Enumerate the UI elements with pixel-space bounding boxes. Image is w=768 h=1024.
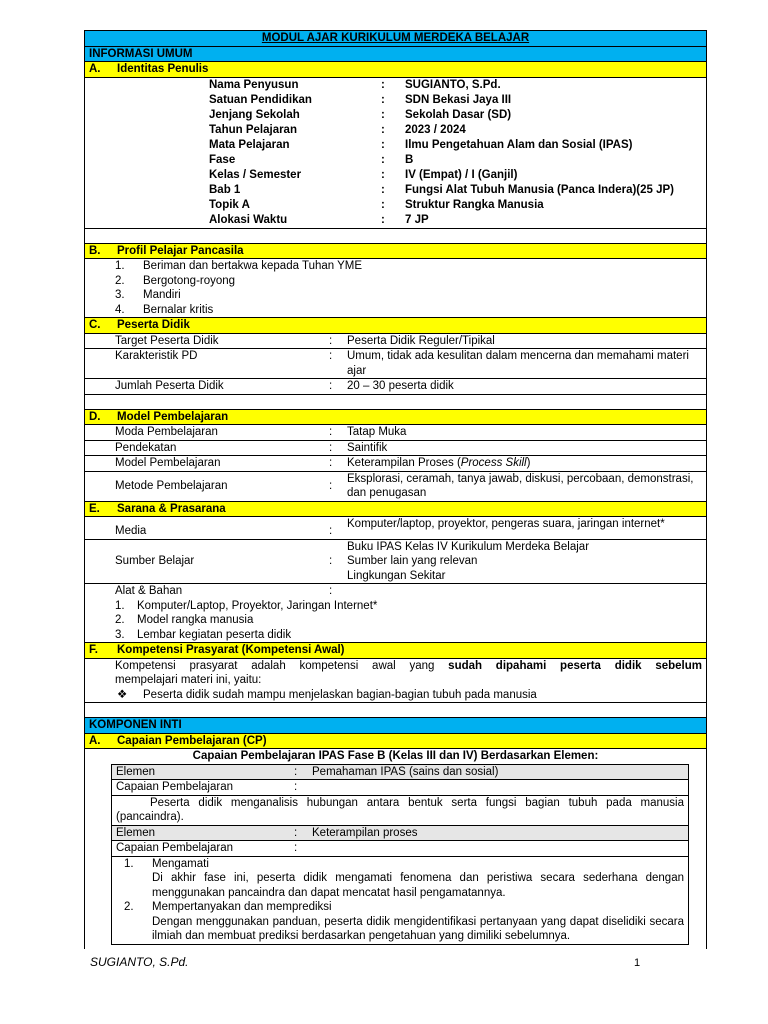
table-cell (85, 379, 707, 395)
section-e-header (85, 501, 707, 517)
table-cell (85, 349, 707, 379)
table-row (85, 425, 707, 441)
list-item (89, 288, 702, 303)
table-row (85, 333, 707, 349)
row-value: 20 – 30 peserta didik (347, 380, 454, 392)
identitas-value: 2023 / 2024 (405, 123, 466, 136)
step-title-row (120, 857, 684, 872)
row-colon: : (381, 93, 385, 106)
identitas-value: IV (Empat) / I (Ganjil) (405, 168, 518, 181)
identitas-label: Alokasi Waktu (209, 213, 288, 226)
kompetensi-bold-text: sudah dipahami peserta didik sebelum (448, 659, 702, 672)
list-number: 1. (115, 260, 125, 272)
step-number: 1. (124, 857, 134, 870)
list-text: Beriman dan bertakwa kepada Tuhan YME (143, 260, 363, 272)
identitas-row (209, 183, 706, 198)
identitas-row (209, 93, 706, 108)
identitas-row (209, 198, 706, 213)
step-title-row (120, 900, 684, 915)
step-number: 2. (124, 901, 134, 913)
cp-label: Capaian Pembelajaran (116, 842, 233, 854)
identitas-label: Tahun Pelajaran (209, 123, 297, 136)
sumber-item: Sumber lain yang relevan (347, 555, 478, 567)
list-item (89, 303, 702, 318)
row-colon: : (329, 334, 333, 347)
identitas-row (209, 213, 706, 228)
section-letter: C. (89, 319, 101, 331)
row-value: Saintifik (347, 441, 388, 454)
row-colon: : (329, 554, 333, 567)
kompetensi-text: Kompetensi prasyarat adalah kompetensi awal yang (115, 659, 449, 672)
identitas-value: Fungsi Alat Tubuh Manusia (Panca Indera)(25 JP) (405, 183, 675, 196)
table-cell (85, 425, 707, 441)
identitas-label: Jenjang Sekolah (209, 108, 300, 121)
row-colon: : (329, 350, 333, 362)
row-colon: : (381, 183, 385, 196)
row-colon: : (381, 123, 385, 136)
section-title: Kompetensi Prasyarat (Kompetensi Awal) (117, 644, 345, 656)
list-number: 4. (115, 303, 125, 316)
spacer-row (85, 228, 707, 243)
page-number: 1 (634, 957, 641, 969)
table-cell (85, 456, 707, 472)
bullet-diamond-icon: ❖ (117, 688, 128, 701)
media-row (85, 517, 707, 540)
identitas-label: Fase (209, 153, 236, 166)
row-colon: : (329, 585, 333, 597)
table-row (85, 440, 707, 456)
identitas-value: 7 JP (405, 213, 429, 226)
sumber-item: Lingkungan Sekitar (347, 569, 446, 582)
list-text: Bernalar kritis (143, 303, 214, 316)
row-label: Jumlah Peserta Didik (115, 380, 224, 392)
row-label: Metode Pembelajaran (115, 479, 228, 492)
list-text: Model rangka manusia (137, 614, 254, 626)
elemen-label: Elemen (116, 765, 155, 778)
identitas-label: Nama Penyusun (209, 78, 299, 91)
kompetensi-prasyarat (85, 658, 707, 703)
section-c-header (85, 318, 707, 334)
modul-table (84, 30, 707, 949)
row-value: Tatap Muka (347, 426, 407, 438)
table-cell (85, 440, 707, 456)
identitas-block (85, 77, 707, 228)
table-row (85, 456, 707, 472)
identitas-value: SDN Bekasi Jaya III (405, 93, 512, 106)
row-value: Komputer/laptop, proyektor, pengeras suara, jaringan internet* (347, 518, 665, 530)
section-letter: B. (89, 244, 101, 257)
row-value: Eksplorasi, ceramah, tanya jawab, diskusi, percobaan, demonstrasi, dan penugasan (347, 472, 694, 499)
identitas-row (209, 108, 706, 123)
komponen-inti-header: KOMPONEN INTI (85, 718, 707, 734)
row-label: Moda Pembelajaran (115, 426, 218, 438)
row-label: Media (115, 525, 147, 537)
row-colon: : (294, 842, 298, 854)
identitas-row (209, 78, 706, 93)
cp-text-row (112, 795, 689, 825)
informasi-umum-header: INFORMASI UMUM (85, 46, 707, 62)
row-colon: : (381, 213, 385, 226)
step-text: Di akhir fase ini, peserta didik mengamati fenomena dan peristiwa secara sederhana dengan menggunakan pancaindra dan dapat mencatat hasil pengamatannya. (152, 872, 684, 899)
table-cell (85, 471, 707, 501)
identitas-label: Kelas / Semester (209, 168, 302, 181)
row-colon: : (329, 426, 333, 438)
kompetensi-bullet-text: Peserta didik sudah mampu menjelaskan bagian-bagian tubuh pada manusia (143, 688, 537, 701)
section-f-header (85, 643, 707, 659)
list-text: Komputer/Laptop, Proyektor, Jaringan Internet* (137, 599, 378, 612)
cp-table (111, 764, 689, 945)
section-d-header (85, 409, 707, 425)
kompetensi-text-cont: mempelajari materi ini, yaitu: (115, 674, 262, 686)
section-title: Sarana & Prasarana (117, 502, 226, 515)
cp-block (85, 749, 707, 949)
identitas-label: Mata Pelajaran (209, 138, 290, 151)
section-title: Capaian Pembelajaran (CP) (117, 734, 267, 747)
profil-list (85, 259, 707, 318)
row-label: Pendekatan (115, 441, 177, 454)
table-row (85, 379, 707, 395)
section-letter: A. (89, 63, 101, 75)
list-item (89, 628, 702, 643)
sumber-row (85, 539, 707, 584)
row-label: Sumber Belajar (115, 554, 195, 567)
row-colon: : (294, 781, 298, 793)
cp-label-row (112, 841, 689, 857)
elemen-value: Pemahaman IPAS (sains dan sosial) (312, 765, 499, 778)
elemen-value: Keterampilan proses (312, 826, 418, 839)
identitas-value: SUGIANTO, S.Pd. (405, 78, 501, 91)
table-row (85, 471, 707, 501)
row-colon: : (381, 138, 385, 151)
step-title: Mengamati (152, 857, 209, 870)
row-colon: : (381, 168, 385, 181)
elemen-row (112, 825, 689, 841)
identitas-label: Satuan Pendidikan (209, 93, 312, 106)
step-text: Dengan menggunakan panduan, peserta didik mengidentifikasi pertanyaan yang dapat diselidiki secara ilmiah dan membuat prediksi berdasarkan pengetahuan yang dimiliki sebelumnya. (152, 915, 684, 942)
section-letter: F. (89, 644, 98, 656)
list-text: Mandiri (143, 289, 181, 301)
section-title: Peserta Didik (117, 319, 190, 331)
list-item (89, 613, 702, 628)
identitas-row (209, 123, 706, 138)
row-value: Umum, tidak ada kesulitan dalam mencerna dan memahami materi ajar (347, 350, 689, 377)
section-b-header (85, 243, 707, 259)
section-cp-header (85, 733, 707, 749)
value-text: Keterampilan Proses ( (347, 457, 461, 469)
elemen-row (112, 764, 689, 780)
value-emphasis: Process Skill (460, 457, 527, 469)
table-cell (85, 333, 707, 349)
section-a-header (85, 62, 707, 78)
row-colon: : (381, 153, 385, 166)
row-colon: : (329, 457, 333, 469)
footer-author: SUGIANTO, S.Pd. (90, 955, 189, 969)
list-number: 3. (115, 289, 125, 301)
identitas-value: Sekolah Dasar (SD) (405, 108, 512, 121)
cp-text: Peserta didik menganalisis hubungan antara bentuk serta fungsi bagian tubuh pada manusia (pancaindra). (116, 796, 684, 823)
list-text: Lembar kegiatan peserta didik (137, 628, 292, 641)
section-letter: D. (89, 410, 101, 423)
elemen-label: Elemen (116, 826, 155, 839)
row-colon: : (329, 525, 333, 537)
row-label: Karakteristik PD (115, 350, 198, 362)
cp-steps (112, 856, 689, 944)
identitas-value: Struktur Rangka Manusia (405, 198, 544, 211)
section-letter: E. (89, 502, 100, 515)
document-title: MODUL AJAR KURIKULUM MERDEKA BELAJAR (85, 31, 707, 47)
row-colon: : (381, 198, 385, 211)
list-item (89, 259, 702, 274)
row-value: Peserta Didik Reguler/Tipikal (347, 334, 495, 347)
section-title: Identitas Penulis (117, 63, 209, 75)
identitas-row (209, 153, 706, 168)
alat-row (85, 584, 707, 643)
table-row (85, 349, 707, 379)
cp-heading: Capaian Pembelajaran IPAS Fase B (Kelas III dan IV) Berdasarkan Elemen: (192, 750, 599, 762)
identitas-value: B (405, 153, 414, 166)
identitas-label: Topik A (209, 198, 250, 211)
row-label: Target Peserta Didik (115, 334, 219, 347)
sumber-item: Buku IPAS Kelas IV Kurikulum Merdeka Belajar (347, 540, 590, 553)
identitas-row (209, 138, 706, 153)
spacer-row (85, 703, 707, 718)
list-text: Bergotong-royong (143, 274, 236, 287)
identitas-label: Bab 1 (209, 183, 241, 196)
cp-label-row (112, 780, 689, 796)
row-colon: : (381, 108, 385, 121)
identitas-row (209, 168, 706, 183)
value-text: ) (526, 457, 531, 469)
row-label: Alat & Bahan (115, 585, 183, 597)
section-letter: A. (89, 734, 101, 747)
row-colon: : (329, 441, 333, 454)
section-title: Profil Pelajar Pancasila (117, 244, 244, 257)
row-colon: : (294, 765, 298, 778)
row-value (347, 456, 697, 471)
row-colon: : (329, 380, 333, 392)
list-number: 1. (115, 599, 125, 612)
list-item (89, 274, 702, 289)
list-number: 2. (115, 274, 125, 287)
row-colon: : (329, 479, 333, 492)
cp-label: Capaian Pembelajaran (116, 781, 233, 793)
document-page (84, 30, 706, 949)
row-label: Model Pembelajaran (115, 457, 221, 469)
row-colon: : (294, 826, 298, 839)
list-number: 2. (115, 614, 125, 626)
row-colon: : (381, 78, 385, 91)
list-number: 3. (115, 628, 125, 641)
identitas-value: Ilmu Pengetahuan Alam dan Sosial (IPAS) (405, 138, 633, 151)
section-title: Model Pembelajaran (117, 410, 229, 423)
list-item (89, 599, 702, 614)
step-title: Mempertanyakan dan memprediksi (152, 901, 332, 913)
spacer-row (85, 394, 707, 409)
